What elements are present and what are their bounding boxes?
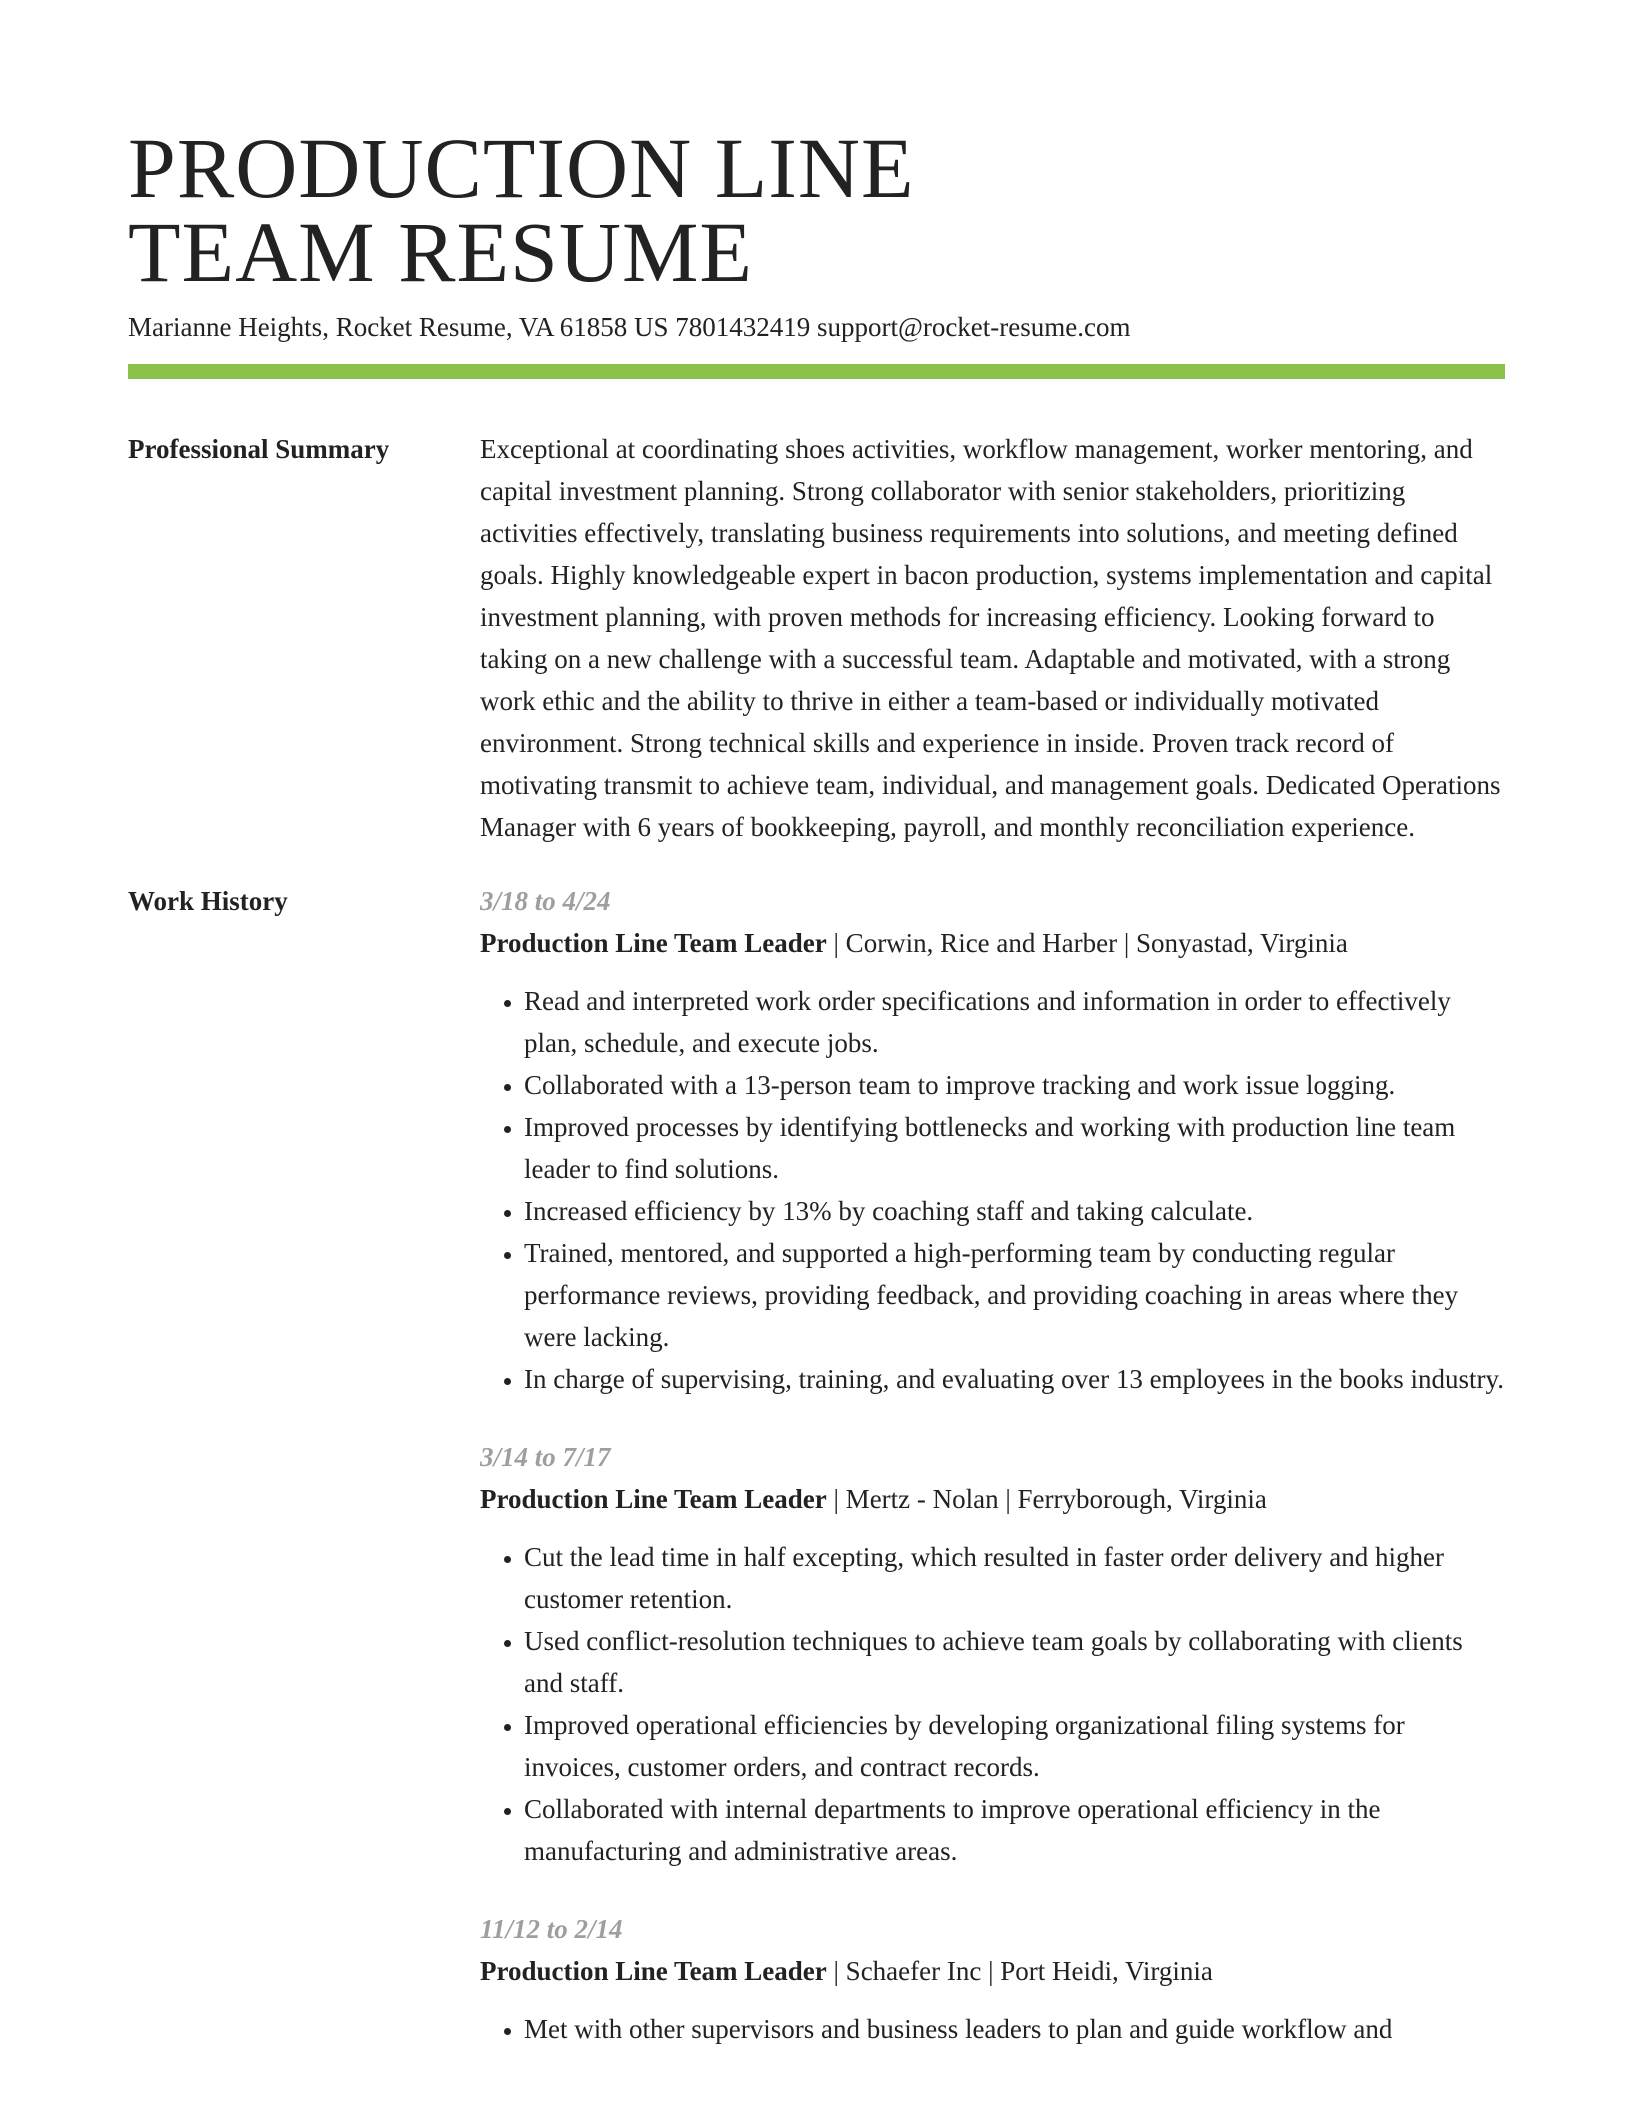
summary-body: [480, 428, 1505, 848]
job-dates: 3/18 to 4/24: [480, 886, 611, 916]
job-bullets: [480, 2008, 1505, 2050]
job-heading: [480, 922, 1505, 964]
work-history-section: [128, 880, 1505, 2086]
resume-page: [128, 120, 1505, 2086]
resume-title: [128, 120, 1505, 300]
job-dates: 11/12 to 2/14: [480, 1914, 623, 1944]
job-bullet: • Cut the lead time in half excepting, which resulted in faster order delivery and higher customer retention.: [524, 1536, 1505, 1620]
job-title: Production Line Team Leader: [480, 1956, 827, 1986]
job-entry: [480, 1908, 1505, 2050]
job-details: | Corwin, Rice and Harber | Sonyastad, Virginia: [826, 928, 1348, 958]
job-bullet: • Increased efficiency by 13% by coaching staff and taking calculate.: [524, 1190, 1505, 1232]
job-bullet: • Improved operational efficiencies by developing organizational filing systems for invoices, customer orders, and contract records.: [524, 1704, 1505, 1788]
job-bullet: • Collaborated with internal departments to improve operational efficiency in the manufacturing and administrative areas.: [524, 1788, 1505, 1872]
work-history-body: [480, 880, 1505, 2086]
job-bullet: • Trained, mentored, and supported a high-performing team by conducting regular performance reviews, providing feedback, and providing coaching in areas where they were lacking.: [524, 1232, 1505, 1358]
job-entry: [480, 1436, 1505, 1872]
resume-title-line-1: PRODUCTION LINE: [128, 120, 915, 216]
job-heading: [480, 1478, 1505, 1520]
job-title: Production Line Team Leader: [480, 1484, 827, 1514]
job-details: | Schaefer Inc | Port Heidi, Virginia: [826, 1956, 1213, 1986]
section-label-summary: Professional Summary: [128, 434, 390, 464]
job-bullet: • Read and interpreted work order specifications and information in order to effectively plan, schedule, and execute jobs.: [524, 980, 1505, 1064]
resume-title-line-2: TEAM RESUME: [128, 204, 753, 300]
job-bullet: • Collaborated with a 13-person team to improve tracking and work issue logging.: [524, 1064, 1505, 1106]
job-dates: 3/14 to 7/17: [480, 1442, 611, 1472]
job-bullets: [480, 1536, 1505, 1872]
contact-info: Marianne Heights, Rocket Resume, VA 61858 US 7801432419 support@rocket-resume.com: [128, 312, 1131, 342]
section-label-work-history: Work History: [128, 886, 288, 916]
job-entry: [480, 880, 1505, 1400]
job-bullet: • Improved processes by identifying bottlenecks and working with production line team leader to find solutions.: [524, 1106, 1505, 1190]
job-bullet: • Met with other supervisors and business leaders to plan and guide workflow and: [524, 2008, 1505, 2050]
professional-summary-section: [128, 428, 1505, 848]
accent-divider: [128, 364, 1505, 379]
job-bullet: • Used conflict-resolution techniques to achieve team goals by collaborating with clients and staff.: [524, 1620, 1505, 1704]
job-title: Production Line Team Leader: [480, 928, 827, 958]
job-heading: [480, 1950, 1505, 1992]
job-bullets: [480, 980, 1505, 1400]
summary-text: Exceptional at coordinating shoes activities, workflow management, worker mentoring, and capital investment planning. Strong collaborator with senior stakeholders, prioritizing activities effectively, translating business requirements into solutions, and meeting defined goals. Highly knowledgeable expert in bacon production, systems implementation and capital investment planning, with proven methods for increasing efficiency. Looking forward to taking on a new challenge with a successful team. Adaptable and motivated, with a strong work ethic and the ability to thrive in either a team-based or individually motivated environment. Strong technical skills and experience in inside. Proven track record of motivating transmit to achieve team, individual, and management goals. Dedicated Operations Manager with 6 years of bookkeeping, payroll, and monthly reconciliation experience.: [480, 434, 1501, 842]
job-bullet: • In charge of supervising, training, and evaluating over 13 employees in the books industry.: [524, 1358, 1505, 1400]
job-details: | Mertz - Nolan | Ferryborough, Virginia: [826, 1484, 1267, 1514]
